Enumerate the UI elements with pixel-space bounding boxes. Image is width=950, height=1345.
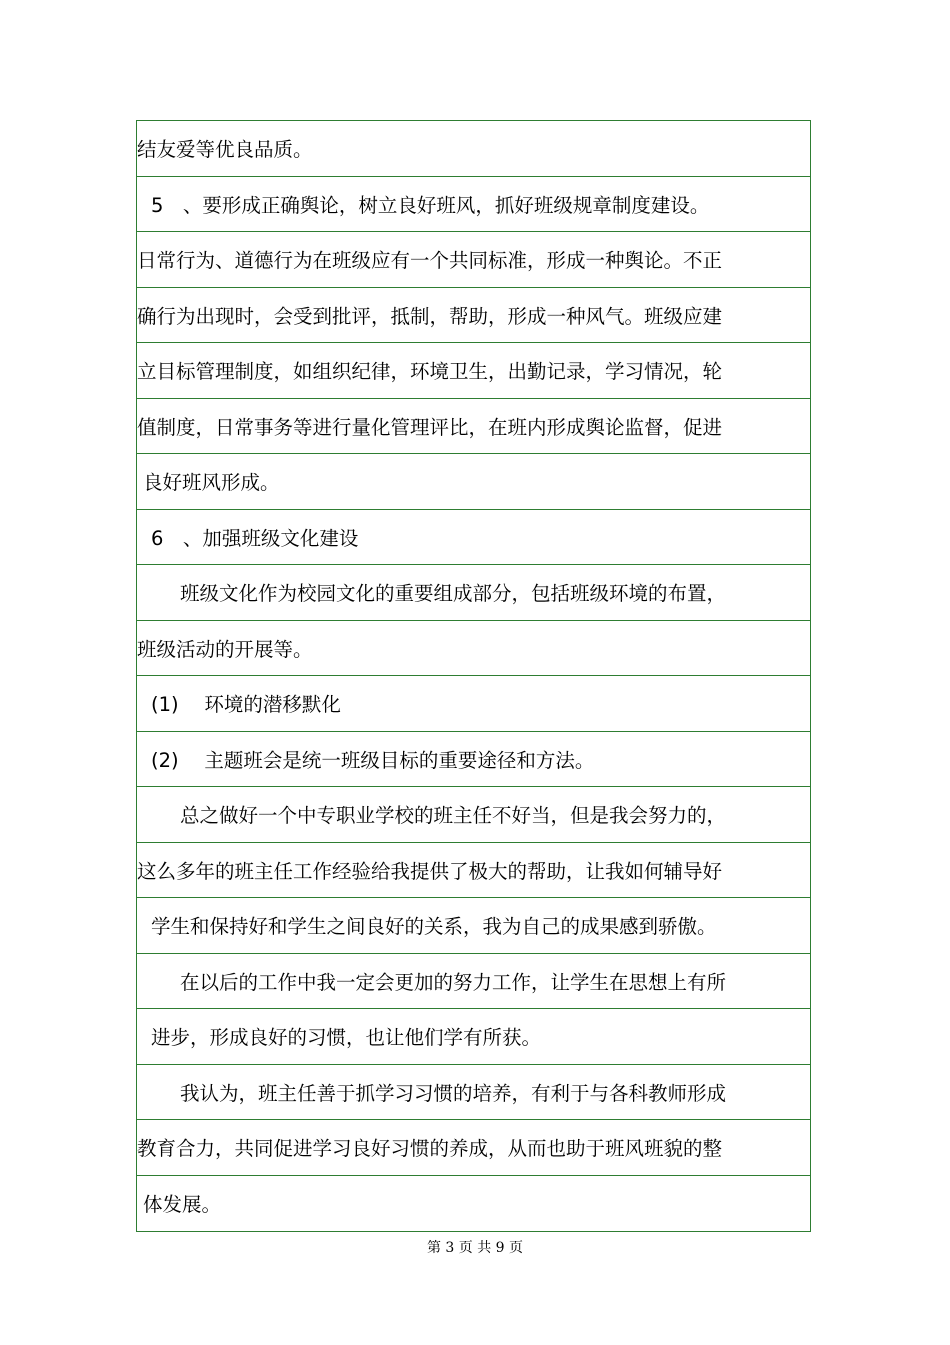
text-line: 良好班风形成。 bbox=[137, 454, 810, 510]
text-line: 进步，形成良好的习惯，也让他们学有所获。 bbox=[137, 1009, 810, 1065]
text-line: (2) 主题班会是统一班级目标的重要途径和方法。 bbox=[137, 732, 810, 788]
text-line: 教育合力，共同促进学习良好习惯的养成，从而也助于班风班貌的整 bbox=[137, 1120, 810, 1176]
text-line: 6 、加强班级文化建设 bbox=[137, 510, 810, 566]
text-line: 总之做好一个中专职业学校的班主任不好当，但是我会努力的， bbox=[137, 787, 810, 843]
text-line: 日常行为、道德行为在班级应有一个共同标准，形成一种舆论。不正 bbox=[137, 232, 810, 288]
text-line: 确行为出现时，会受到批评，抵制，帮助，形成一种风气。班级应建 bbox=[137, 288, 810, 344]
text-line: 班级文化作为校园文化的重要组成部分，包括班级环境的布置， bbox=[137, 565, 810, 621]
text-line: 体发展。 bbox=[143, 1193, 222, 1217]
text-line: 这么多年的班主任工作经验给我提供了极大的帮助，让我如何辅导好 bbox=[137, 843, 810, 899]
text-line: 在以后的工作中我一定会更加的努力工作，让学生在思想上有所 bbox=[137, 954, 810, 1010]
text-line: 值制度，日常事务等进行量化管理评比，在班内形成舆论监督，促进 bbox=[137, 399, 810, 455]
text-line: 班级活动的开展等。 bbox=[137, 621, 810, 677]
text-line: 我认为，班主任善于抓学习习惯的培养，有利于与各科教师形成 bbox=[137, 1065, 810, 1121]
text-line: 结友爱等优良品质。 bbox=[137, 121, 810, 177]
page-number-footer: 第 3 页 共 9 页 bbox=[426, 1240, 524, 1256]
text-line: 立目标管理制度，如组织纪律，环境卫生，出勤记录，学习情况，轮 bbox=[137, 343, 810, 399]
text-line: 5 、要形成正确舆论，树立良好班风，抓好班级规章制度建设。 bbox=[137, 177, 810, 233]
text-line: (1) 环境的潜移默化 bbox=[137, 676, 810, 732]
text-line: 学生和保持好和学生之间良好的关系，我为自己的成果感到骄傲。 bbox=[137, 898, 810, 954]
lined-text-box bbox=[136, 120, 811, 1232]
